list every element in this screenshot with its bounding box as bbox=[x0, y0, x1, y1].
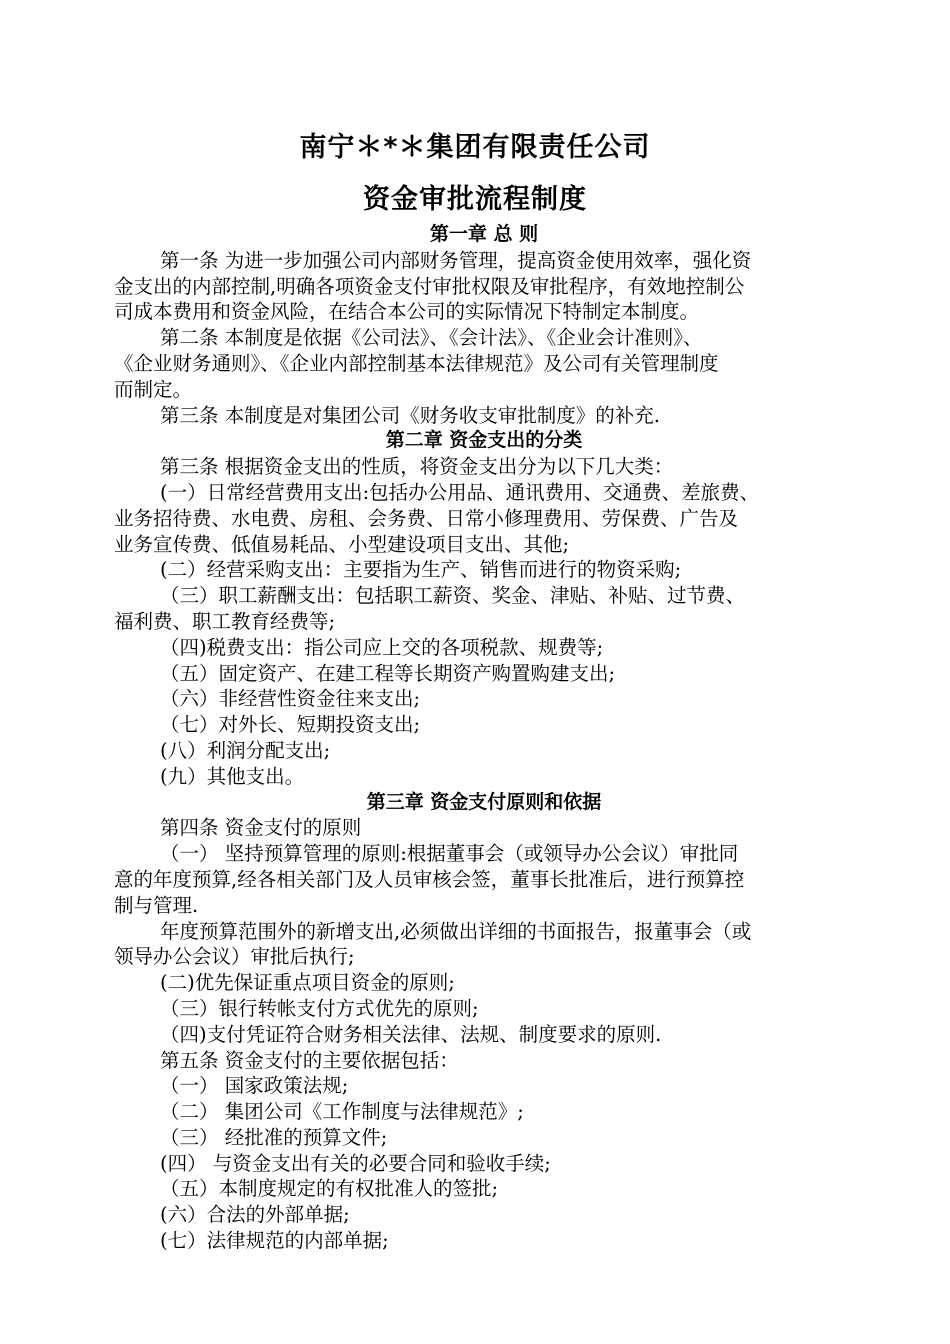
list-item: 意的年度预算,经各相关部门及人员审核会签，董事长批准后，进行预算控 bbox=[114, 867, 745, 891]
list-item: (七）法律规范的内部单据; bbox=[160, 1229, 389, 1253]
list-item: （五）固定资产、在建工程等长期资产购置购建支出; bbox=[160, 661, 616, 685]
list-item: (二)优先保证重点项目资金的原则; bbox=[160, 971, 455, 995]
chapter-heading: 第二章 资金支出的分类 bbox=[385, 429, 583, 452]
list-item: （三）职工薪酬支出：包括职工薪资、奖金、津贴、补贴、过节费、 bbox=[160, 584, 746, 608]
article-line: 第一条 为进一步加强公司内部财务管理，提高资金使用效率，强化资 bbox=[160, 248, 752, 272]
list-item: 福利费、职工教育经费等; bbox=[114, 609, 336, 633]
list-item: （五）本制度规定的有权批准人的签批; bbox=[160, 1177, 499, 1201]
list-item: （三）银行转帐支付方式优先的原则; bbox=[160, 996, 479, 1020]
list-item: （三） 经批准的预算文件; bbox=[160, 1125, 388, 1149]
list-item: （六）非经营性资金往来支出; bbox=[160, 687, 421, 711]
list-item: 业务宣传费、低值易耗品、小型建设项目支出、其他; bbox=[114, 532, 570, 556]
chapter-heading: 第三章 资金支付原则和依据 bbox=[366, 790, 602, 813]
article-line: 司成本费用和资金风险，在结合本公司的实际情况下特制定本制度。 bbox=[114, 300, 700, 324]
list-item: (四） 与资金支出有关的必要合同和验收手续; bbox=[160, 1151, 551, 1175]
chapter-heading: 第一章 总 则 bbox=[429, 223, 539, 245]
document-body bbox=[114, 222, 854, 1254]
article-line: 第三条 根据资金支出的性质，将资金支出分为以下几大类： bbox=[160, 455, 674, 479]
list-item: (六）合法的外部单据; bbox=[160, 1203, 350, 1227]
article-line: 而制定。 bbox=[114, 377, 193, 401]
list-item: （一） 国家政策法规; bbox=[160, 1074, 349, 1098]
list-item: (二）经营采购支出：主要指为生产、销售而进行的物资采购; bbox=[160, 558, 682, 582]
list-item: （四)支付凭证符合财务相关法律、法规、制度要求的原则. bbox=[160, 1022, 662, 1046]
article-line: 领导办公会议）审批后执行; bbox=[114, 945, 355, 969]
list-item: 业务招待费、水电费、房租、会务费、日常小修理费用、劳保费、广告及 bbox=[114, 506, 739, 530]
article-line: 第五条 资金支付的主要依据包括： bbox=[160, 1048, 459, 1072]
article-line: 《企业财务通则》、《企业内部控制基本法律规范》及公司有关管理制度 bbox=[114, 351, 719, 375]
article-line: 第二条 本制度是依据《公司法》、《会计法》、《企业会计准则》、 bbox=[160, 326, 703, 350]
list-item: (一）日常经营费用支出:包括办公用品、通讯费用、交通费、差旅费、 bbox=[160, 480, 760, 504]
list-item: （四)税费支出：指公司应上交的各项税款、规费等; bbox=[160, 635, 604, 659]
company-title: 南宁＊*＊集团有限责任公司 bbox=[299, 132, 651, 163]
article-line: 第四条 资金支付的原则 bbox=[160, 816, 362, 840]
list-item: （一） 坚持预算管理的原则:根据董事会（或领导办公会议）审批同 bbox=[160, 842, 739, 866]
list-item: （七）对外长、短期投资支出; bbox=[160, 713, 421, 737]
article-line: 年度预算范围外的新增支出,必须做出详细的书面报告，报董事会（或 bbox=[160, 919, 752, 943]
document-title: 资金审批流程制度 bbox=[363, 184, 587, 215]
list-item: （二） 集团公司《工作制度与法律规范》; bbox=[160, 1100, 524, 1124]
article-line: 第三条 本制度是对集团公司《财务收支审批制度》的补充. bbox=[160, 403, 660, 427]
list-item: (九）其他支出。 bbox=[160, 764, 305, 788]
article-line: 金支出的内部控制,明确各项资金支付审批权限及审批程序，有效地控制公 bbox=[114, 274, 745, 298]
list-item: 制与管理. bbox=[114, 893, 199, 917]
list-item: (八）利润分配支出; bbox=[160, 738, 331, 762]
